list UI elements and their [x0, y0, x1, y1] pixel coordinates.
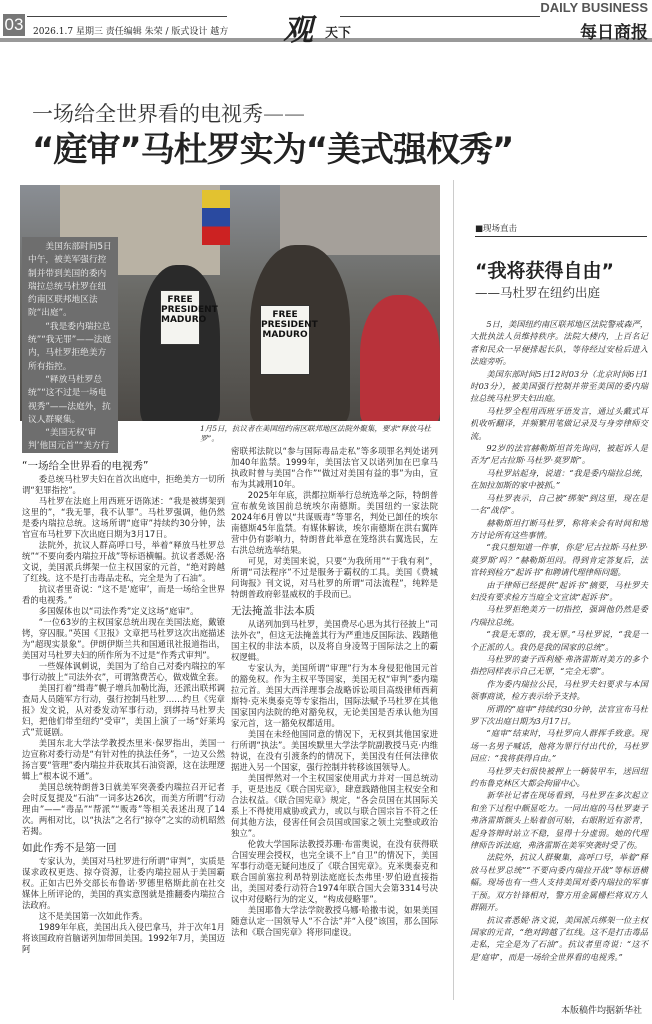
paragraph: 由于律师已经提供“起诉书”摘要，马杜罗夫妇没有要求检方当庭全文宣读“起诉书”。: [470, 579, 648, 602]
paragraph: “庭审”结束时，马杜罗向人群挥手致意。现场一名男子喊话，他将为罪行付出代价，马杜罗回应：“我将获得自由。”: [470, 728, 648, 764]
paragraph: 92岁的法官赫勒斯坦首先询问，被起诉人是否为“尼古拉斯·马杜罗·莫罗斯”。: [470, 443, 648, 466]
summary-text: 美国东部时间5日中午，被美军强行控制并带到美国的委内瑞拉总统马杜罗在纽约南区联邦地区法院“出庭”。: [28, 242, 112, 319]
section-tag: ■现场直击: [475, 222, 647, 237]
section-logo: 观: [283, 13, 313, 48]
paragraph: 一些媒体讽刺说，美国为了给自己对委内瑞拉的军事行动披上“司法外衣”，可谓煞费苦心，做戏做全套。: [22, 661, 225, 682]
paragraph: “我是无辜的，我无罪。”马杜罗说，“我是一个正派的人。我仍是我的国家的总统”。: [470, 629, 648, 652]
headline-kicker: 一场给全世界看的电视秀——: [32, 102, 305, 126]
source-credit: 本版稿件均据新华社: [560, 1006, 642, 1016]
paragraph: 美国总统特朗普3日就美军突袭委内瑞拉召开记者会时反复提及“石油”一词多达26次，而美方所谓“行动理由”——“毒品”“帮派”“贩毒”等相关表述出现了14次。两相对比，以“执法”之名行“掠夺”之实的动机昭然若揭。: [22, 782, 225, 836]
paragraph: 马杜罗表示，自己被“绑架”到这里，现在是一名“战俘”。: [470, 492, 648, 516]
paragraph: 马杜罗在法庭上用西班牙语陈述：“我是被绑架到这里的”，“我无罪，我不认罪”。马杜罗强调，他仍然是委内瑞拉总统。这场所谓“庭审”持续约30分钟，法官宣布马杜罗下次出庭日期为3月17日。: [22, 496, 225, 539]
side-article: [470, 318, 648, 963]
paragraph: 从诺列加到马杜罗，美国费尽心思为其行径披上“司法外衣”，但这无法掩盖其行为严重违反国际法、践踏他国主权的非法本质，以及将自身凌驾于国际法之上的霸权逻辑。: [231, 619, 438, 662]
paragraph: 作为委内瑞拉公民，马杜罗夫妇要求与本国领事商谈，检方表示给予支持。: [470, 678, 648, 702]
summary-text: “我是委内瑞拉总统”“我无罪”——法庭内，马杜罗拒绝美方所有指控。: [28, 321, 112, 372]
photo-person: [360, 295, 440, 421]
paragraph: 抗议者悉妮·洛文说，美国派兵绑架一位主权国家的元首，“绝对跨越了红线。这不是打击毒品走私，完全是为了石油”。抗议者里奇说：“这不是‘庭审’，而是一场给全世界看的电视秀。”: [470, 914, 648, 962]
article-column-2: [231, 446, 438, 938]
paragraph: 法院外，抗议人群高呼口号，举着“释放马杜罗总统”“不要向委内瑞拉开战”等标语横幅。抗议者悉妮·洛文说，美国派兵绑架一位主权国家的元首，“绝对跨越了红线。这不是打击毒品走私，完全是为了石油”。: [22, 540, 225, 583]
paragraph: 美国打着“缉毒”幌子增兵加勒比海，还派出联邦调查局人员随军方行动，强行控制马杜罗……约旦《宪章报》发文说，从对委发动军事行动，到绑持马杜罗夫妇，把他们带至纽约“受审”，美国上演了一场“好莱坞式”荒诞剧。: [22, 683, 225, 737]
paragraph: 马杜罗夫妇很快被押上一辆装甲车，送回纽约布鲁克林区大都会拘留中心。: [470, 765, 648, 789]
summary-box: [22, 237, 118, 453]
paragraph: “一位63岁的主权国家总统出现在美国法庭，戴镣铐，穿囚服。”英国《卫报》文章把马杜罗这次出庭描述为“超现实景象”。伊朗伊斯兰共和国通讯社报道指出，美国对马杜罗夫妇的所作所为不过是“作秀式审判”。: [22, 617, 225, 660]
paragraph: 美国耶鲁大学法学院教授乌娜·哈撒韦说，如果美国随意认定一国领导人“不合法”并“入侵”该国，那么国际法和《联合国宪章》将形同虚设。: [231, 905, 438, 937]
paragraph: 委总统马杜罗夫妇在首次出庭中，拒绝美方一切所谓“犯罪指控”。: [22, 474, 225, 495]
paragraph: 所谓的“庭审”持续约30分钟，法官宣布马杜罗下次出庭日期为3月17日。: [470, 703, 648, 726]
brand-cn: 每日商报: [580, 23, 648, 43]
paragraph: 马杜罗拒绝美方一切指控，强调他仍然是委内瑞拉总统。: [470, 604, 648, 627]
protest-sign: FREE PRESIDENT MADURO: [260, 305, 310, 375]
subheading: 如此作秀不是第一回: [22, 842, 117, 854]
paragraph: 多国媒体也以“司法作秀”定义这场“庭审”。: [38, 606, 199, 616]
paragraph: 美国东北大学法学教授杰里米·保罗指出，美国一边宣称对委行动是“有针对性的执法任务”，一边又公然扬言要“管理”委内瑞拉并获取其石油资源，这在法理逻辑上“根本说不通”。: [22, 738, 225, 781]
paragraph: 可见，对美国来说，只要“为我所用”“于我有利”，所谓“司法程序”不过是服务于霸权的工具。美国《费城问询报》刊文说，对马杜罗的所谓“司法流程”，纯粹是特朗普政府彰显威权的手段而已。: [231, 556, 438, 599]
side-subtitle: ——马杜罗在纽约出庭: [475, 285, 601, 300]
column-divider: [453, 180, 454, 1000]
summary-text: “释放马杜罗总统”“这不过是一场电视秀”——法庭外，抗议人群聚集。: [28, 374, 111, 425]
paragraph: 伦敦大学国际法教授苏珊·布雷奥说，在没有获得联合国安理会授权，也完全谈不上“自卫”的情况下，美国军事行动毫无疑问违反了《联合国宪章》。克米奥泰克和联合国前塞拉利昂特别法庭庭长杰弗里·罗伯逊直接指出，美国对委行动符合1974年联合国大会第3314号决议中对侵略行为的定义，“构成侵略罪”。: [231, 839, 438, 904]
divider: [340, 16, 540, 17]
paragraph: 美国在未经他国同意的情况下，无权到其他国家进行所谓“执法”。美国埃默里大学法学院副教授马克·内维特说，在没有引渡条约的情况下，美国没有任何法律依据进入另一个国家，强行控制并转移该国领导人。: [231, 729, 438, 772]
side-headline: “我将获得自由”: [475, 260, 614, 282]
headline-title: “庭审”马杜罗实为“美式强权秀”: [32, 130, 514, 170]
paragraph: 赫勒斯坦打断马杜罗，称将来会有时间和地方讨论所有这些事情。: [470, 517, 648, 540]
page-number: 03: [4, 15, 24, 34]
paragraph: 马杜罗站起身，说道：“我是委内瑞拉总统，在加拉加斯的家中被抓。”: [470, 467, 648, 491]
paragraph: 马杜罗全程用西班牙语发言，通过头戴式耳机收听翻译，并频繁用笔做记录及与身旁律师交流。: [470, 405, 648, 441]
subheading: 无法掩盖非法本质: [231, 605, 315, 617]
paragraph: 5日，美国纽约南区联邦地区法院警戒森严，大批执法人员维持秩序。法院大楼内，上百名记者和民众一早便排起长队，等待经过安检后进入法庭旁听。: [470, 319, 648, 367]
divider: [27, 16, 227, 17]
paragraph: 专家认为，美国对马杜罗进行所谓“审判”，实质是谋求政权更迭、掠夺资源，让委内瑞拉屈从于美国霸权。正如古巴外交部长布鲁诺·罗德里格斯此前在社交媒体上所评论的，美国的真实意图就是推翻委内瑞拉合法政府。: [22, 856, 225, 910]
subheading: “一场给全世界看的电视秀”: [22, 460, 149, 472]
section-name: 天下: [325, 26, 352, 41]
paragraph: 密联邦法院以“参与国际毒品走私”等多项罪名判处诺列加40年监禁。1999年，美国法官又以诺列加在巴拿马执政时曾与美国“合作”“做过对美国有益的事”为由，宣布为其减刑10年。: [231, 446, 438, 489]
paragraph: 美国悍然对一个主权国家使用武力并对一国总统动手，更是违反《联合国宪章》，肆意践踏他国主权安全和合法权益。《联合国宪章》规定，“各会员国在其国际关系上不得使用威胁或武力，或以与联合国宗旨不符之任何其他方法，侵害任何会员国或国家之领土完整或政治独立”。: [231, 773, 438, 838]
page-header: [0, 0, 652, 50]
date-line: 2026.1.7 星期三 责任编辑 朱荣 / 版式设计 越方: [33, 27, 229, 37]
paragraph: 1989年年底，美国出兵入侵巴拿马，并于次年1月将该国政府首脑诺列加带回美国。1992年7月，美国迈阿: [22, 922, 225, 954]
paragraph: 2025年年底，洪都拉斯举行总统选举之际，特朗普宣布赦免该国前总统埃尔南德斯。美国纽约一家法院2024年6月曾以“共谋贩毒”等罪名，判处已卸任的埃尔南德斯45年监禁。有媒体解读，埃尔南德斯在洪右翼阵营中仍有影响力，特朗普此举意在笼络洪右翼选民，左右洪总统选举结果。: [231, 490, 438, 555]
paragraph: 美国东部时间5日12时03分（北京时间6日1时03分），被美国强行控制并带至美国的委内瑞拉总统马杜罗夫妇出庭。: [470, 368, 648, 404]
summary-text: “美国无权‘审判’他国元首”“美方行: [28, 428, 110, 452]
paragraph: 马杜罗的妻子西利娅·弗洛雷斯对美方的多个指控同样表示自己无罪，“完全无辜”。: [470, 653, 648, 677]
paragraph: 法院外，抗议人群聚集，高呼口号，举着“释放马杜罗总统”“不要向委内瑞拉开战”等标语横幅。现场也有一些人支持美国对委内瑞拉的军事干预。双方针锋相对，警方用金属栅栏将双方人群隔开。: [470, 852, 648, 913]
photo-caption: 1月5日，抗议者在美国纽约南区联邦地区法院外聚集，要求“释放马杜罗”。: [200, 424, 431, 443]
photo-flag: [202, 190, 230, 245]
article-column-1: [22, 460, 225, 955]
brand-en: DAILY BUSINESS: [540, 0, 648, 15]
paragraph: “我只想知道一件事，你是‘尼古拉斯·马杜罗·莫罗斯’吗？”赫勒斯坦问。得到肯定答复后，法官转到检方“起诉书”和聘请代理律师问题。: [470, 542, 648, 578]
paragraph: 专家认为，美国所谓“审理”行为本身侵犯他国元首的豁免权。作为主权平等国家，美国无权“审判”委内瑞拉元首。美国大西洋理事会战略诉讼项目高级律师西莉斯特·克米奥泰克等专家指出，国际法赋予马杜罗在其他国家国内法院的绝对豁免权，无论美国是否承认他为国家元首，这一豁免权都适用。: [231, 663, 438, 728]
paragraph: 新华社记者在现场看到，马杜罗在多次起立和坐下过程中颇显吃力。一同出庭的马杜罗妻子弗洛雷斯额头上贴着创可贴，右眼附近有淤青，起身答辩时站立不稳，显得十分虚弱。她的代理律师告诉法庭，弗洛雷斯在美军突袭时受了伤。: [470, 790, 648, 851]
paragraph: 这不是美国第一次如此作秀。: [38, 911, 148, 921]
protest-sign: FREE PRESIDENT MADURO: [160, 290, 200, 345]
paragraph: 抗议者里奇说：“这不是‘庭审’，而是一场给全世界看的电视秀。”: [22, 584, 225, 605]
